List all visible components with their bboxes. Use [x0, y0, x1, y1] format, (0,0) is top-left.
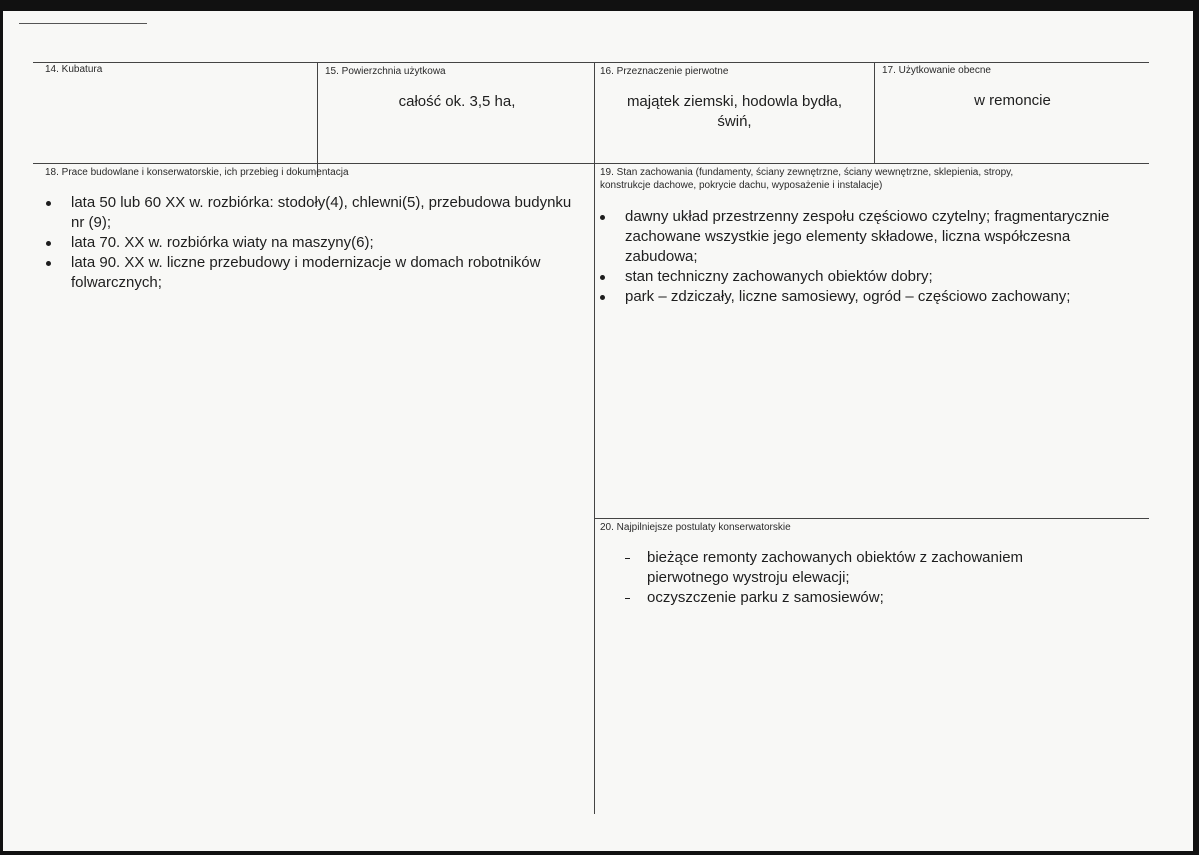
section-20-border — [594, 518, 1149, 519]
list-item — [43, 233, 583, 253]
field-19-list — [597, 207, 1145, 307]
field-16-value-line-1: majątek ziemski, hodowla bydła, — [626, 93, 843, 110]
field-15-value: całość ok. 3,5 ha, — [398, 93, 516, 110]
list-item-text: lata 70. XX w. rozbiórka wiaty na maszyny(6); — [71, 234, 374, 251]
field-20-label: 20. Najpilniejsze postulaty konserwatorskie — [600, 522, 791, 533]
field-16-value-line-2: świń, — [717, 113, 752, 130]
field-19-label — [600, 166, 1013, 192]
list-item-text: oczyszczenie parku z samosiewów; — [647, 589, 884, 606]
list-item — [619, 548, 1089, 588]
field-20-list — [619, 548, 1089, 608]
form-sheet — [3, 11, 1193, 851]
list-item-text: stan techniczny zachowanych obiektów dobry; — [625, 268, 933, 285]
divider-16-17 — [874, 62, 875, 163]
list-item-text: lata 90. XX w. liczne przebudowy i modernizacje w domach robotników folwarcznych; — [71, 254, 541, 291]
field-18-label: 18. Prace budowlane i konserwatorskie, ich przebieg i dokumentacja — [45, 167, 349, 178]
field-19-label-line-2: konstrukcje dachowe, pokrycie dachu, wyposażenie i instalacje) — [600, 180, 883, 191]
list-item — [43, 253, 583, 293]
list-item-text: lata 50 lub 60 XX w. rozbiórka: stodoły(4), chlewni(5), przebudowa budynku nr (9); — [71, 194, 572, 231]
field-14-label: 14. Kubatura — [45, 64, 103, 75]
field-15-label: 15. Powierzchnia użytkowa — [325, 66, 446, 77]
list-item — [597, 287, 1145, 307]
list-item-text: bieżące remonty zachowanych obiektów z zachowaniem pierwotnego wystroju elewacji; — [647, 549, 1024, 586]
list-item — [597, 267, 1145, 287]
row-top-border — [33, 62, 1149, 63]
list-item — [597, 207, 1145, 267]
divider-main — [594, 62, 595, 814]
field-18-list — [43, 193, 583, 293]
list-item-text: park – zdziczały, liczne samosiewy, ogród – częściowo zachowany; — [625, 288, 1071, 305]
field-16-label: 16. Przeznaczenie pierwotne — [600, 66, 729, 77]
field-19-label-line-1: 19. Stan zachowania (fundamenty, ściany zewnętrzne, ściany wewnętrzne, sklepienia, stropy, — [600, 167, 1014, 178]
list-item-text: dawny układ przestrzenny zespołu częściowo czytelny; fragmentarycznie zachowane wszystkie jego elementy składowe, liczna współczesna zabudowa; — [625, 208, 1110, 265]
field-16-value — [596, 92, 873, 132]
list-item — [43, 193, 583, 233]
field-17-label: 17. Użytkowanie obecne — [882, 65, 991, 76]
list-item — [619, 588, 1089, 608]
divider-14-15 — [317, 62, 318, 177]
top-rule — [19, 23, 147, 24]
row-middle-border — [33, 163, 1149, 164]
field-17-value: w remoncie — [974, 92, 1051, 109]
